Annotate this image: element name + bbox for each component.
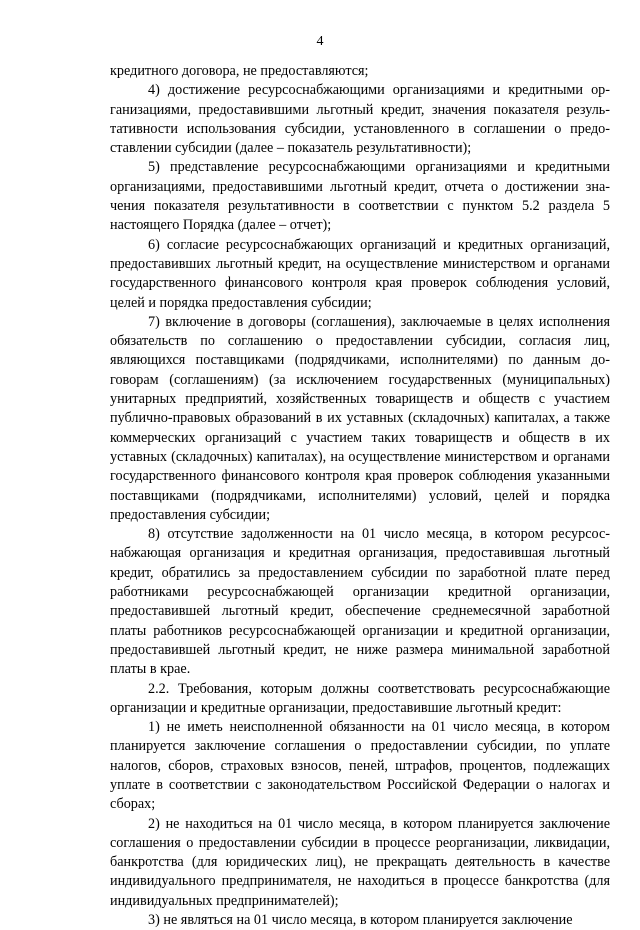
- paragraph-requirement-2: 2) не находиться на 01 число месяца, в котором планируется заключение соглашения о предоставлении субсидии в процессе реорганизации, ликвидации, банкротства (для юридических лиц), не прекращать деятельность в качестве индивидуального предпринимателя, не находиться в процессе банкротства (для индивидуальных предпринимателей);: [110, 815, 610, 909]
- paragraph-item-7: 7) включение в договоры (соглашения), заключаемые в целях исполнения обязательств по соглашению о предоставлении субсидии, согласия лиц, являющихся поставщиками (подрядчиками, исполнителями) по данным договорам (соглашениям) (за исключением государственных (муниципальных) унитарных предприятий, хозяйственных товариществ и обществ с участием публично-правовых образований в их уставных (складочных) капиталах, а также коммерческих организаций с участием таких товариществ и обществ в их уставных (складочных) капиталах), на осуществление министерством и органами государственного финансового контроля края проверок соблюдения указанными поставщиками (подрядчиками, исполнителями) условий, целей и порядка предоставления субсидии;: [110, 313, 610, 523]
- document-body: [110, 62, 610, 930]
- paragraph-requirement-3: 3) не являться на 01 число месяца, в котором планируется заключение: [148, 912, 573, 929]
- paragraph-section-2-2: 2.2. Требования, которым должны соответствовать ресурсоснабжающие организации и кредитные организации, предоставившие льготный кредит:: [110, 680, 610, 716]
- paragraph-item-5: 5) представление ресурсоснабжающими организациями и кредитными организациями, предоставившими льготный кредит, отчета о достижении значения показателя результативности в соответствии с пунктом 5.2 раздела 5 настоящего Порядка (далее – отчет);: [110, 159, 610, 234]
- paragraph-continuation: кредитного договора, не предоставляются;: [110, 63, 369, 79]
- paragraph-item-4: 4) достижение ресурсоснабжающими организациями и кредитными организациями, предоставившими льготный кредит, значения показателя результативности использования субсидии, установленного в соглашении о предоставлении субсидии (далее – показатель результативности);: [110, 82, 610, 157]
- paragraph-item-6: 6) согласие ресурсоснабжающих организаций и кредитных организаций, предоставивших льготный кредит, на осуществление министерством и органами государственного финансового контроля края проверок соблюдения условий, целей и порядка предоставления субсидии;: [110, 236, 610, 311]
- page-number: 4: [316, 34, 324, 49]
- paragraph-item-8: 8) отсутствие задолженности на 01 число месяца, в котором ресурсоснабжающая организация и кредитная организация, предоставившая льготный кредит, обратились за предоставлением субсидии по заработной плате перед работниками ресурсоснабжающей организации кредитной организации, предоставившей льготный кредит, обеспечение среднемесячной заработной платы работников ресурсоснабжающей организации и кредитной организации, предоставившей льготный кредит, не ниже размера минимальной заработной платы в крае.: [110, 526, 610, 678]
- paragraph-requirement-1: 1) не иметь неисполненной обязанности на 01 число месяца, в котором планируется заключение соглашения о предоставлении субсидии, по уплате налогов, сборов, страховых взносов, пеней, штрафов, процентов, подлежащих уплате в соответствии с законодательством Российской Федерации о налогах и сборах;: [110, 719, 610, 813]
